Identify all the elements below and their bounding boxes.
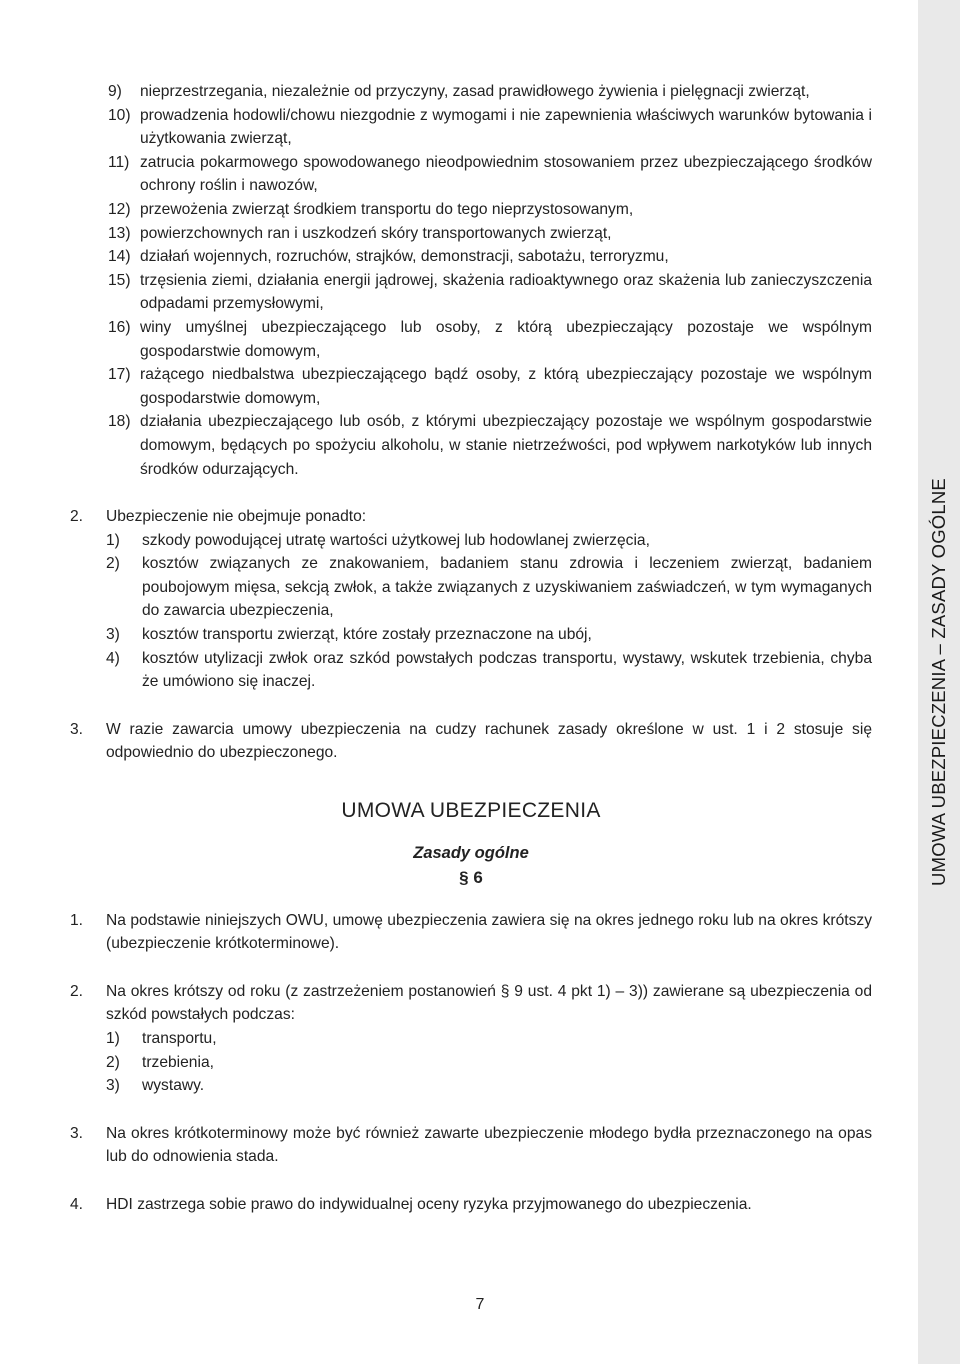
list-item-text: trzebienia, [142, 1053, 214, 1071]
point-number: 4. [70, 1195, 84, 1213]
list-item [108, 245, 872, 269]
list-item-text: przewożenia zwierząt środkiem transportu do tego nieprzystosowanym, [140, 200, 634, 218]
section-heading: UMOWA UBEZPIECZENIA [341, 799, 601, 823]
list-item-text: wystawy. [142, 1077, 205, 1095]
list-item-text: trzęsienia ziemi, działania energii jądrowej, skażenia radioaktywnego oraz skażenia lub zanieczyszczenia odpadami przemysłowymi, [140, 271, 872, 313]
list-item-text: prowadzenia hodowli/chowu niezgodnie z wymogami i nie zapewnienia właściwych warunków bytowania i użytkowania zwierząt, [140, 106, 872, 148]
list-item [106, 529, 872, 553]
list-item [106, 647, 872, 694]
list-item-number: 14) [108, 248, 131, 266]
list-item-text: kosztów utylizacji zwłok oraz szkód powstałych podczas transportu, wystawy, wskutek trzebienia, chyba że umówiono się inaczej. [142, 649, 872, 691]
list-item [106, 1074, 872, 1098]
list-item [108, 222, 872, 246]
list-item-number: 16) [108, 318, 131, 336]
list-item-text: działań wojennych, rozruchów, strajków, demonstracji, sabotażu, terroryzmu, [140, 248, 669, 266]
sec6-point-2 [70, 980, 872, 1027]
section-point-3 [70, 718, 872, 765]
list-item-text: winy umyślnej ubezpieczającego lub osoby, z którą ubezpieczający pozostaje we wspólnym gospodarstwie domowym, [140, 318, 872, 360]
list-item-text: powierzchownych ran i uszkodzeń skóry transportowanych zwierząt, [140, 224, 612, 242]
point-text: W razie zawarcia umowy ubezpieczenia na cudzy rachunek zasady określone w ust. 1 i 2 stosuje się odpowiednio do ubezpieczonego. [106, 720, 872, 762]
list-item-text: transportu, [142, 1030, 217, 1047]
point-number: 2. [70, 982, 84, 1000]
list-item-number: 10) [108, 106, 131, 124]
list-item [108, 104, 872, 151]
list-item-text: rażącego niedbalstwa ubezpieczającego bądź osoby, z którą ubezpieczający pozostaje we wspólnym gospodarstwie domowym, [140, 366, 872, 407]
sec6-point-3 [70, 1122, 872, 1169]
list-item [106, 1027, 872, 1051]
list-item [106, 552, 872, 623]
list-item-text: nieprzestrzegania, niezależnie od przyczyny, zasad prawidłowego żywienia i pielęgnacji zwierząt, [140, 83, 810, 100]
point-text: Na podstawie niniejszych OWU, umowę ubezpieczenia zawiera się na okres jednego roku lub na okres krótszy (ubezpieczenie krótkoterminowe). [106, 911, 872, 953]
list-item-number: 9) [108, 83, 122, 100]
list-item-number: 4) [106, 649, 120, 667]
point-number: 3. [70, 720, 84, 738]
page-number: 7 [475, 1296, 485, 1313]
list-item-text: działania ubezpieczającego lub osób, z którymi ubezpieczający pozostaje we wspólnym gospodarstwie domowym, będących po spożyciu alkoholu, w stanie nietrzeźwości, pod wpływem narkotyków lub innych środków odurzających. [140, 413, 872, 478]
section-subheading: Zasady ogólne [413, 843, 529, 862]
document-content [70, 80, 872, 1217]
list-item [108, 80, 872, 104]
list-item-text: zatrucia pokarmowego spowodowanego nieodpowiednim stosowaniem przez ubezpieczającego środków ochrony roślin i nawozów, [140, 153, 872, 195]
list-item [108, 269, 872, 316]
sec6-point-4 [70, 1193, 872, 1217]
list-item-text: kosztów związanych ze znakowaniem, badaniem stanu zdrowia i leczeniem zwierząt, badaniem poubojowym mięsa, sekcją zwłok, a także związanych z uzyskiwaniem zaświadczeń, w tym wymaganych do zawarcia ubezpieczenia, [142, 555, 872, 620]
paragraph-marker: § 6 [459, 867, 483, 887]
list-item [106, 623, 872, 647]
point-text: HDI zastrzega sobie prawo do indywidualnej oceny ryzyka przyjmowanego do ubezpieczenia. [106, 1195, 752, 1213]
point-2-list [106, 529, 872, 694]
list-item-number: 1) [106, 531, 120, 549]
list-item [108, 410, 872, 481]
point-number: 3. [70, 1124, 84, 1142]
point-text: Ubezpieczenie nie obejmuje ponadto: [106, 508, 367, 526]
point-number: 1. [70, 911, 84, 929]
list-item-number: 1) [106, 1030, 120, 1047]
list-item-number: 17) [108, 366, 131, 384]
list-item [108, 151, 872, 198]
list-item [108, 363, 872, 410]
list-item [108, 316, 872, 363]
point-number: 2. [70, 508, 84, 526]
list-item-number: 18) [108, 413, 131, 431]
point-text: Na okres krótszy od roku (z zastrzeżeniem postanowień § 9 ust. 4 pkt 1) – 3)) zawierane są ubezpieczenia od szkód powstałych podczas: [106, 982, 872, 1024]
list-item-number: 12) [108, 200, 131, 218]
list-item-number: 2) [106, 1053, 120, 1071]
list-item-text: szkody powodującej utratę wartości użytkowej lub hodowlanej zwierzęcia, [142, 531, 650, 549]
list-item-number: 3) [106, 626, 120, 644]
list-item [106, 1051, 872, 1075]
exclusions-list-continued [108, 80, 872, 481]
list-item [108, 198, 872, 222]
list-item-number: 11) [108, 153, 130, 171]
sec6-point-2-list [106, 1027, 872, 1098]
side-tab-label: UMOWA UBEZPIECZENIA – ZASADY OGÓLNE [928, 478, 949, 886]
list-item-number: 2) [106, 555, 120, 573]
section-point-2 [70, 505, 872, 529]
list-item-text: kosztów transportu zwierząt, które zostały przeznaczone na ubój, [142, 626, 592, 644]
sec6-point-1 [70, 909, 872, 956]
list-item-number: 3) [106, 1077, 120, 1095]
list-item-number: 13) [108, 224, 131, 242]
list-item-number: 15) [108, 271, 131, 289]
point-text: Na okres krótkoterminowy może być również zawarte ubezpieczenie młodego bydła przeznaczonego na opas lub do odnowienia stada. [106, 1124, 872, 1166]
